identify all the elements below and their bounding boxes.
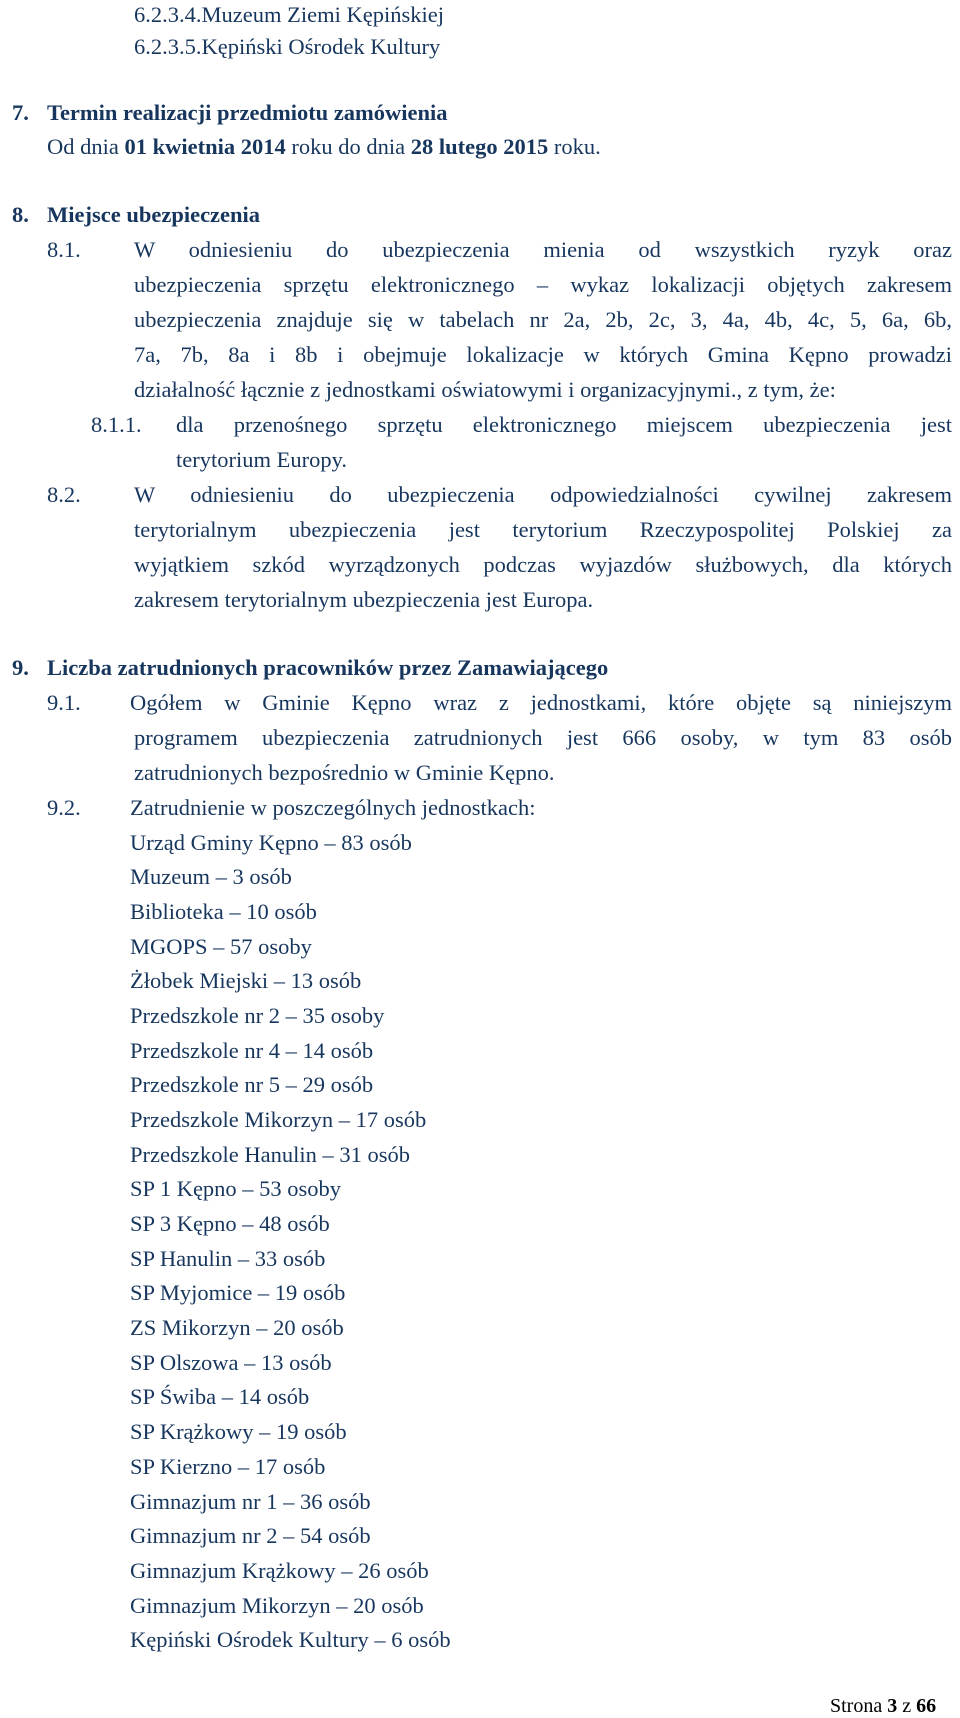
paragraph-line: działalność łącznie z jednostkami oświatowymi i organizacyjnymi., z tym, że: [134, 377, 836, 402]
list-item: Przedszkole nr 2 – 35 osoby [130, 1003, 385, 1028]
paragraph-number: 8.1.1. [91, 412, 142, 437]
section-title: Termin realizacji przedmiotu zamówienia [47, 100, 448, 125]
paragraph-line: programem ubezpieczenia zatrudnionych jest 666 osoby, w tym 83 osób [134, 725, 952, 750]
footer-of: z [897, 1695, 917, 1717]
section-number: 8. [12, 202, 29, 227]
list-item: Przedszkole nr 5 – 29 osób [130, 1072, 374, 1097]
list-item: SP Kierzno – 17 osób [130, 1454, 326, 1479]
list-item: SP 3 Kępno – 48 osób [130, 1211, 330, 1236]
list-item: Przedszkole Mikorzyn – 17 osób [130, 1107, 427, 1132]
list-item: SP Myjomice – 19 osób [130, 1280, 346, 1305]
paragraph-number: 8.1. [47, 237, 81, 262]
list-item: Żłobek Miejski – 13 osób [130, 968, 362, 993]
list-item: Gimnazjum nr 1 – 36 osób [130, 1489, 371, 1514]
list-item: MGOPS – 57 osoby [130, 934, 312, 959]
paragraph-line: terytorium Europy. [176, 447, 348, 472]
paragraph-line: 7a, 7b, 8a i 8b i obejmuje lokalizacje w których Gmina Kępno prowadzi [134, 342, 952, 367]
list-item: Gimnazjum Mikorzyn – 20 osób [130, 1593, 424, 1618]
list-item: Przedszkole nr 4 – 14 osób [130, 1038, 374, 1063]
page-footer [830, 1694, 936, 1718]
paragraph-line: dla przenośnego sprzętu elektronicznego miejscem ubezpieczenia jest [176, 412, 952, 437]
paragraph-heading: Zatrudnienie w poszczególnych jednostkach: [130, 795, 536, 820]
paragraph-line: ubezpieczenia znajduje się w tabelach nr 2a, 2b, 2c, 3, 4a, 4b, 4c, 5, 6a, 6b, [134, 307, 952, 332]
paragraph-line: zatrudnionych bezpośrednio w Gminie Kępno. [134, 760, 555, 785]
paragraph-line: terytorialnym ubezpieczenia jest terytorium Rzeczypospolitej Polskiej za [134, 517, 952, 542]
section-number: 7. [12, 100, 29, 125]
paragraph-number: 8.2. [47, 482, 81, 507]
page-total: 66 [916, 1695, 937, 1717]
paragraph-line: W odniesieniu do ubezpieczenia odpowiedzialności cywilnej zakresem [134, 482, 952, 507]
section-title: Liczba zatrudnionych pracowników przez Zamawiającego [47, 655, 609, 680]
list-item: Gimnazjum Krążkowy – 26 osób [130, 1558, 429, 1583]
list-item: Urząd Gminy Kępno – 83 osób [130, 830, 412, 855]
list-item: Kępiński Ośrodek Kultury – 6 osób [130, 1627, 451, 1652]
paragraph-number: 9.1. [47, 690, 81, 715]
section-number: 9. [12, 655, 29, 680]
footer-prefix: Strona [830, 1695, 888, 1717]
list-item: 6.2.3.5.Kępiński Ośrodek Kultury [134, 34, 441, 59]
list-item: SP Olszowa – 13 osób [130, 1350, 332, 1375]
list-item: SP 1 Kępno – 53 osoby [130, 1176, 342, 1201]
list-item: Muzeum – 3 osób [130, 864, 292, 889]
list-item: SP Świba – 14 osób [130, 1384, 310, 1409]
paragraph-line: zakresem terytorialnym ubezpieczenia jest Europa. [134, 587, 594, 612]
list-item: SP Hanulin – 33 osób [130, 1246, 326, 1271]
list-item: Biblioteka – 10 osób [130, 899, 317, 924]
paragraph-number: 9.2. [47, 795, 81, 820]
paragraph-line: W odniesieniu do ubezpieczenia mienia od wszystkich ryzyk oraz [134, 237, 952, 262]
list-item: 6.2.3.4.Muzeum Ziemi Kępińskiej [134, 2, 444, 27]
list-item: Gimnazjum nr 2 – 54 osób [130, 1523, 371, 1548]
paragraph-line: wyjątkiem szkód wyrządzonych podczas wyjazdów służbowych, dla których [134, 552, 952, 577]
list-item: ZS Mikorzyn – 20 osób [130, 1315, 344, 1340]
list-item: SP Krążkowy – 19 osób [130, 1419, 347, 1444]
section7-text: Od dnia 01 kwietnia 2014 roku do dnia 28 lutego 2015 roku. [47, 134, 601, 159]
page-number: 3 [887, 1695, 898, 1717]
paragraph-line: Ogółem w Gminie Kępno wraz z jednostkami, które objęte są niniejszym [130, 690, 952, 715]
paragraph-line: ubezpieczenia sprzętu elektronicznego – wykaz lokalizacji objętych zakresem [134, 272, 952, 297]
section-title: Miejsce ubezpieczenia [47, 202, 261, 227]
list-item: Przedszkole Hanulin – 31 osób [130, 1142, 410, 1167]
